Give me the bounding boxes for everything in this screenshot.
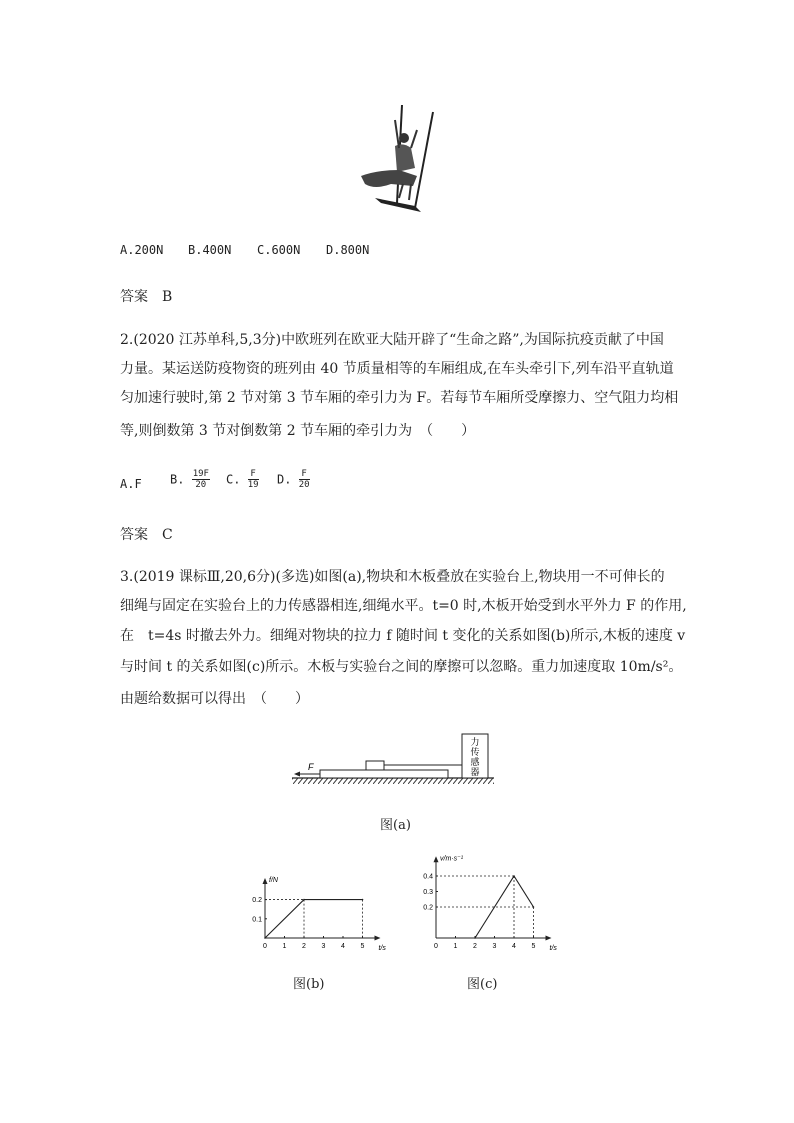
q1-option-a: A.200N [120,243,164,257]
q1-option-d: D.800N [326,243,370,257]
q3-line-5: 由题给数据可以得出 （ ） [120,691,309,707]
figure-b-chart [245,868,395,950]
chart-b-y-label: f/N [269,877,278,884]
figure-c-caption: 图(c) [467,977,498,992]
chart-c-x-tick-3: 3 [492,943,497,950]
q2-option-d-denominator: 20 [298,480,310,490]
chart-c-x-arrowhead [546,936,552,941]
q3-line-1: 3.(2019 课标Ⅲ,20,6分)(多选)如图(a),物块和木板叠放在实验台上,物块用一不可伸长的 [120,569,665,585]
chart-b-x-tick-3: 3 [321,943,326,950]
figure-c-chart [398,855,557,952]
sensor-char-3: 感 [470,757,480,767]
figure-a-caption: 图(a) [380,818,411,833]
chart-b-x-arrowhead [375,936,381,941]
q2-option-b-label: B. [170,472,185,487]
chart-b-x-tick-4: 4 [341,943,345,950]
q3-line-3: 在 t=4s 时撤去外力。细绳对物块的拉力 f 随时间 t 变化的关系如图(b)所示,木板的速度 v [120,628,686,644]
chart-c-point-0 [474,937,476,939]
chart-c-x-label: t/s [549,945,557,952]
sensor-char-2: 传 [470,747,480,757]
chart-c-y-label: v/m·s⁻¹ [440,855,464,863]
q2-answer: 答案 C [120,527,173,543]
q2-option-d-numerator: F [299,469,310,480]
chart-b-x-tick-2: 2 [302,943,306,950]
chart-c-x-tick-4: 4 [512,943,516,950]
board [320,770,448,778]
q2-option-d-fraction [299,469,310,490]
chart-b-y-tick-0.1: 0.1 [252,916,262,924]
chart-b-x-label: t/s [378,945,386,952]
q3-line-2: 细绳与固定在实验台上的力传感器相连,细绳水平。t=0 时,木板开始受到水平外力 F 的作用, [120,598,687,614]
chart-b-x-tick-1: 1 [282,943,287,950]
q2-line-3: 匀加速行驶时,第 2 节对第 3 节车厢的牵引力为 F。若每节车厢所受摩擦力、空气阻力均相 [120,390,679,406]
chart-c-x-tick-1: 1 [453,943,458,950]
q2-option-c-fraction [248,469,259,490]
table-hatch [292,778,494,784]
q2-option-a: A.F [120,477,142,491]
chart-b-y-arrowhead [263,878,268,884]
chart-b-x-tick-5: 5 [360,943,365,950]
chart-b-series-line [265,900,363,938]
force-arrowhead [294,772,300,777]
sensor-char-4: 器 [470,767,480,777]
chart-c-x-tick-2: 2 [473,943,477,950]
swing-illustration [355,100,435,220]
q1-option-c: C.600N [257,243,301,257]
q2-line-4: 等,则倒数第 3 节对倒数第 2 节车厢的牵引力为 （ ） [120,423,476,439]
q2-option-b-fraction [192,469,210,490]
q1-option-b: B.400N [188,243,232,257]
chart-c-x-tick-5: 5 [531,943,536,950]
figure-b-caption: 图(b) [293,977,325,992]
chart-c-x-tick-0: 0 [434,943,438,950]
chart-c-y-arrowhead [434,856,439,862]
chart-c-y-tick-0.4: 0.4 [423,873,433,881]
q2-option-c-numerator: F [248,469,259,480]
q2-option-d-label: D. [277,472,292,487]
chart-b-y-tick-0.2: 0.2 [252,897,262,905]
block [366,761,384,770]
q2-option-b [170,469,210,490]
q2-option-c-label: C. [226,472,241,487]
chart-b-point-0 [264,937,266,939]
q2-option-b-numerator: 19F [192,469,209,479]
chart-c-y-tick-0.2: 0.2 [423,904,433,912]
figure-a-diagram [288,730,498,790]
q2-option-c [226,469,259,490]
chart-b-x-tick-0: 0 [263,943,267,950]
q2-option-c-denominator: 19 [247,480,259,490]
q1-answer: 答案 B [120,289,173,305]
q2-option-d [277,469,310,490]
q3-line-4: 与时间 t 的关系如图(c)所示。木板与实验台之间的摩擦可以忽略。重力加速度取 10m/s²。 [120,659,683,675]
q2-option-b-denominator: 20 [195,480,207,490]
q2-line-2: 力量。某运送防疫物资的班列由 40 节质量相等的车厢组成,在车头牵引下,列车沿平直轨道 [120,361,674,377]
chart-c-y-tick-0.3: 0.3 [423,889,433,896]
q2-line-1: 2.(2020 江苏单科,5,3分)中欧班列在欧亚大陆开辟了“生命之路”,为国际抗疫贡献了中国 [120,332,664,348]
force-label: F [308,762,314,772]
sensor-char-1: 力 [470,737,480,747]
